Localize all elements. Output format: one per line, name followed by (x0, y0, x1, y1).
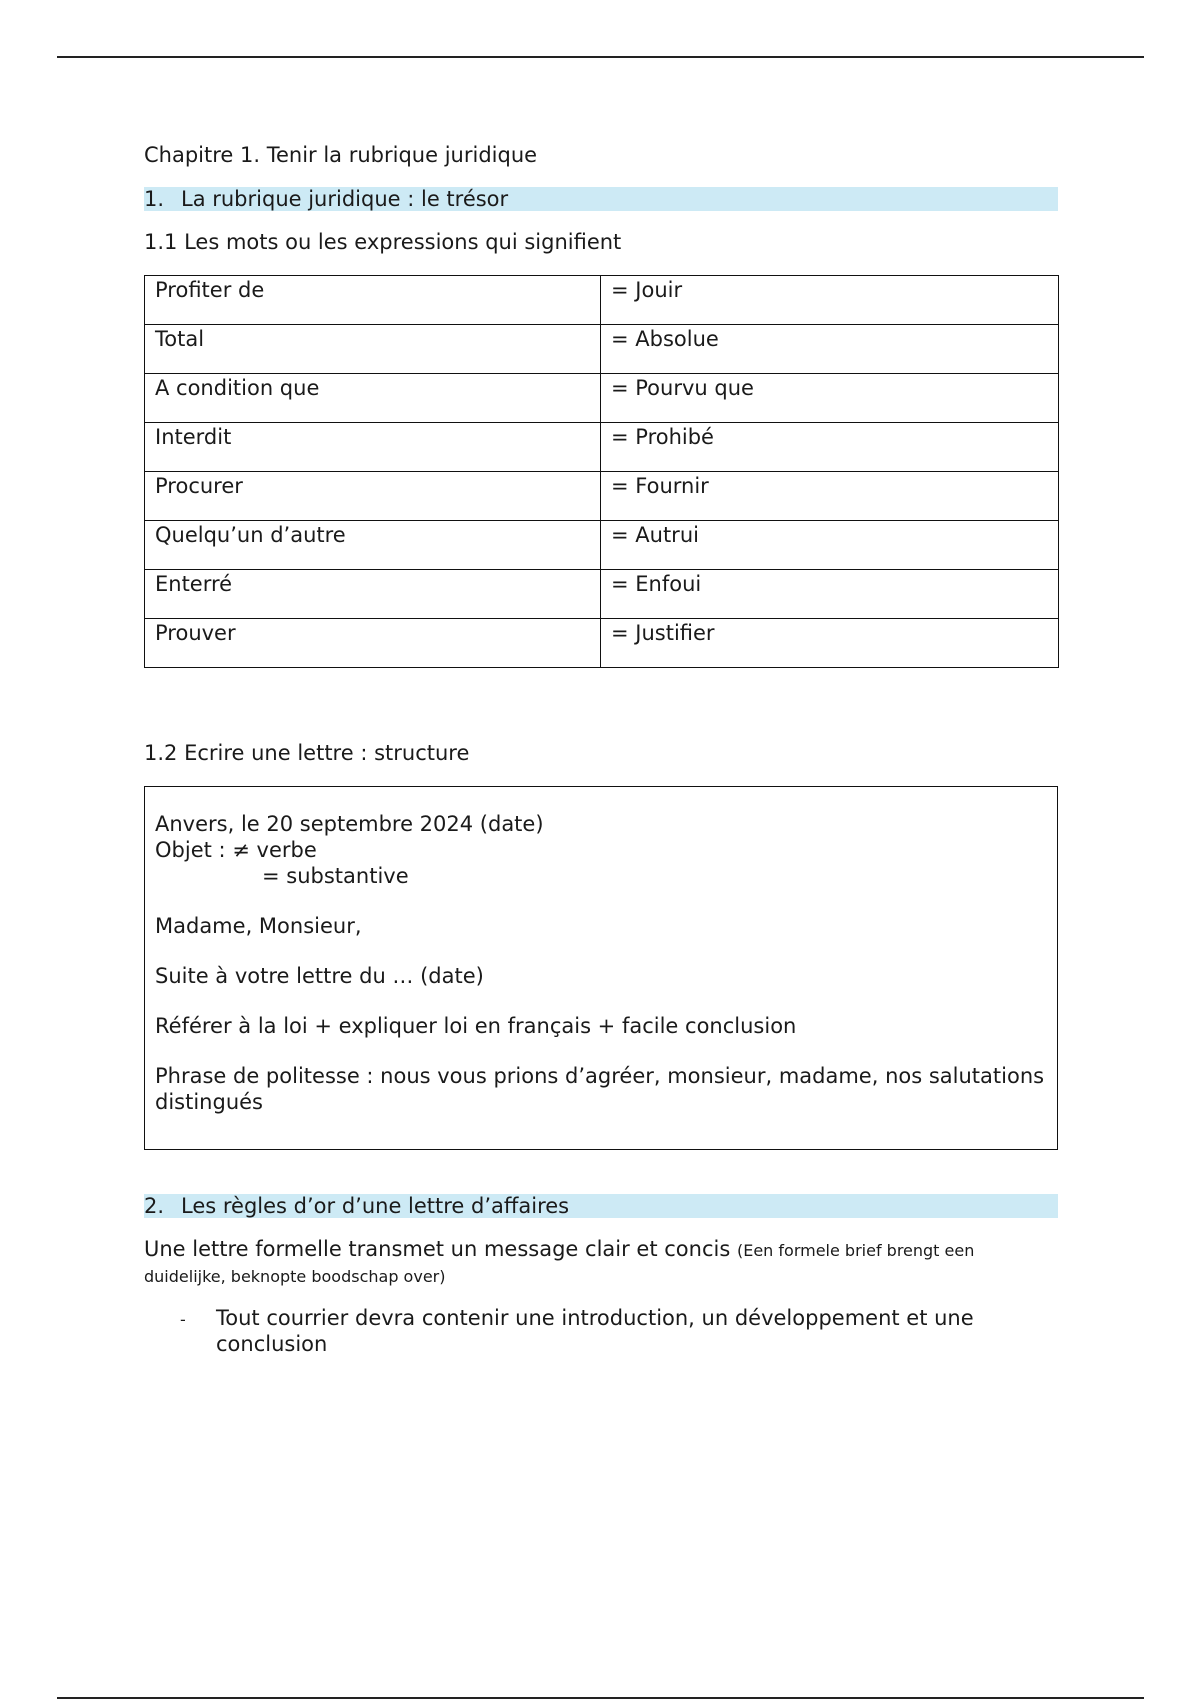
term-cell: Total (145, 325, 601, 374)
subsection-title-1-2: 1.2 Ecrire une lettre : structure (144, 741, 470, 765)
letter-object-sub: = substantive (262, 864, 409, 888)
intro-text: Une lettre formelle transmet un message clair et concis (144, 1237, 731, 1261)
synonym-cell: = Enfoui (601, 570, 1059, 619)
intro-translation: (Een formele brief brengt een duidelijke, beknopte boodschap over) (144, 1241, 975, 1286)
synonym-cell: = Fournir (601, 472, 1059, 521)
term-cell: Profiter de (145, 276, 601, 325)
table-row (145, 472, 1059, 521)
letter-structure-box (144, 786, 1058, 1150)
synonym-cell: = Autrui (601, 521, 1059, 570)
table-row (145, 521, 1059, 570)
section-heading-2 (144, 1194, 1058, 1218)
synonym-cell: = Justifier (601, 619, 1059, 668)
term-cell: Prouver (145, 619, 601, 668)
term-cell: Procurer (145, 472, 601, 521)
header-rule (57, 56, 1144, 58)
synonym-cell: = Absolue (601, 325, 1059, 374)
footer-rule (57, 1697, 1144, 1699)
table-row (145, 276, 1059, 325)
table-row (145, 374, 1059, 423)
letter-closing: Phrase de politesse : nous vous prions d’agréer, monsieur, madame, nos salutations distingués (155, 1064, 1045, 1114)
term-cell: Quelqu’un d’autre (145, 521, 601, 570)
letter-object-line: Objet : ≠ verbe (155, 838, 317, 862)
list-item-text: Tout courrier devra contenir une introduction, un développement et une conclusion (216, 1306, 974, 1356)
section-title: La rubrique juridique : le trésor (181, 187, 509, 211)
term-cell: Enterré (145, 570, 601, 619)
letter-place-date: Anvers, le 20 septembre 2024 (date) (155, 812, 544, 836)
letter-body: Référer à la loi + expliquer loi en français + facile conclusion (155, 1014, 797, 1038)
subsection-title-1-1: 1.1 Les mots ou les expressions qui signifient (144, 230, 622, 254)
list-item (180, 1305, 1058, 1357)
letter-salutation: Madame, Monsieur, (155, 914, 362, 938)
table-row (145, 423, 1059, 472)
letter-reference: Suite à votre lettre du … (date) (155, 964, 484, 988)
bullet-marker: - (180, 1310, 186, 1329)
term-cell: A condition que (145, 374, 601, 423)
section-number: 1. (144, 187, 165, 211)
synonym-cell: = Jouir (601, 276, 1059, 325)
table-row (145, 619, 1059, 668)
synonym-cell: = Pourvu que (601, 374, 1059, 423)
table-row (145, 570, 1059, 619)
section-heading-1 (144, 187, 1058, 211)
section-number: 2. (144, 1194, 165, 1218)
intro-paragraph (144, 1237, 1058, 1289)
vocabulary-table (144, 275, 1059, 668)
synonym-cell: = Prohibé (601, 423, 1059, 472)
term-cell: Interdit (145, 423, 601, 472)
table-row (145, 325, 1059, 374)
section-title: Les règles d’or d’une lettre d’affaires (181, 1194, 570, 1218)
chapter-title: Chapitre 1. Tenir la rubrique juridique (144, 143, 538, 167)
